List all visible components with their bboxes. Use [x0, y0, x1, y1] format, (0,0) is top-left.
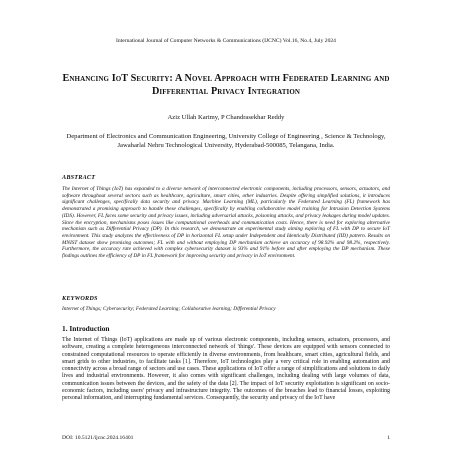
- doi-footer: DOI: 10.5121/ijcnc.2024.16401: [62, 435, 134, 441]
- author-affiliation: Department of Electronics and Communication Engineering, University College of Engineering , Science & Technology, Jawaharlal Nehru Technological University, Hyderabad-500085, Telangana, India.: [66, 133, 386, 150]
- paper-title: Enhancing IoT Security: A Novel Approach with Federated Learning and Differential Privacy Integration: [62, 73, 390, 97]
- keywords-text: Internet of Things; Cybersecurity; Federated Learning; Collaborative learning; Differential Privacy: [62, 306, 276, 312]
- abstract-heading: ABSTRACT: [62, 174, 96, 181]
- paper-authors: Aziz Ullah Karimy, P Chandrasekhar Reddy: [167, 114, 285, 121]
- abstract-text: The Internet of Things (IoT) has expanded to a diverse network of interconnected electronic components, including processors, sensors, actuators, and software throughout several sectors such as healthcare, agriculture, smart cities, other industries. Despite offering simplified solutions, it introduces significant challenges, specifically data security and privacy. Machine Learning (ML), particularly the Federated Learning (FL) framework has demonstrated a promising approach to handle these challenges, specifically by enabling collaborative model training for Intrusion Detection Systems (IDS). However, FL faces some security and privacy issues, including adversarial attacks, poisoning attacks, and privacy leakages during model updates. Since the encryption, mechanisms poses issues like computational overheads and communication costs. Hence, there is need for exploring alternative mechanism such as Differential Privacy (DP). In this research, we demonstrate an experimental study aiming exploring of FL with DP to secure IoT environment. This study analyzes the effectiveness of DP in horizontal FL setup under Independent and Identically Distributed (IID) pattern. Results on MNIST dataset show promising outcomes; FL with and without employing DP mechanism achieve an accuracy of 98.92% and 98.2%, respectively. Furthermore, the accuracy rate achieved with complex cybersecurity dataset is 93% and 91% before and after employing the DP mechanism. These findings outlines the efficiency of DP in FL framework for improving security and privacy in IoT environment.: [62, 186, 390, 260]
- journal-header: International Journal of Computer Networks & Communications (IJCNC) Vol.16, No.4, July 2024: [116, 38, 336, 44]
- page-number: 1: [387, 435, 390, 441]
- keywords-heading: KEYWORDS: [62, 295, 98, 302]
- introduction-text: The Internet of Things (IoT) applications are made up of various electronic components, including sensors, actuators, processors, and software, creating a complete heterogeneous interconnected network of 'things'. These devices are equipped with sensors connected to constrained computational resources to operate efficiently in diverse environments, from healthcare, smart cities, agricultural fields, and smart grids to other industries, to facilitate tasks [1]. Therefore, IoT technologies play a very critical role in enabling automation and connectivity across a broad range of sectors and use cases. These applications of IoT offer a range of simplifications and solutions to daily lives and industrial environments. However, it also comes with significant challenges, including dealing with large volumes of data, communication issues between the devices, and the safety of the data [2]. The impact of IoT security exploitation is significant on socio-economic factors, including users' privacy and infrastructure integrity. The outcomes of the breaches lead to financial losses, exploiting personal information, and interrupting fundamental services. Consequently, the security and privacy of the IoT have: [62, 337, 390, 401]
- introduction-heading: 1. Introduction: [62, 324, 110, 333]
